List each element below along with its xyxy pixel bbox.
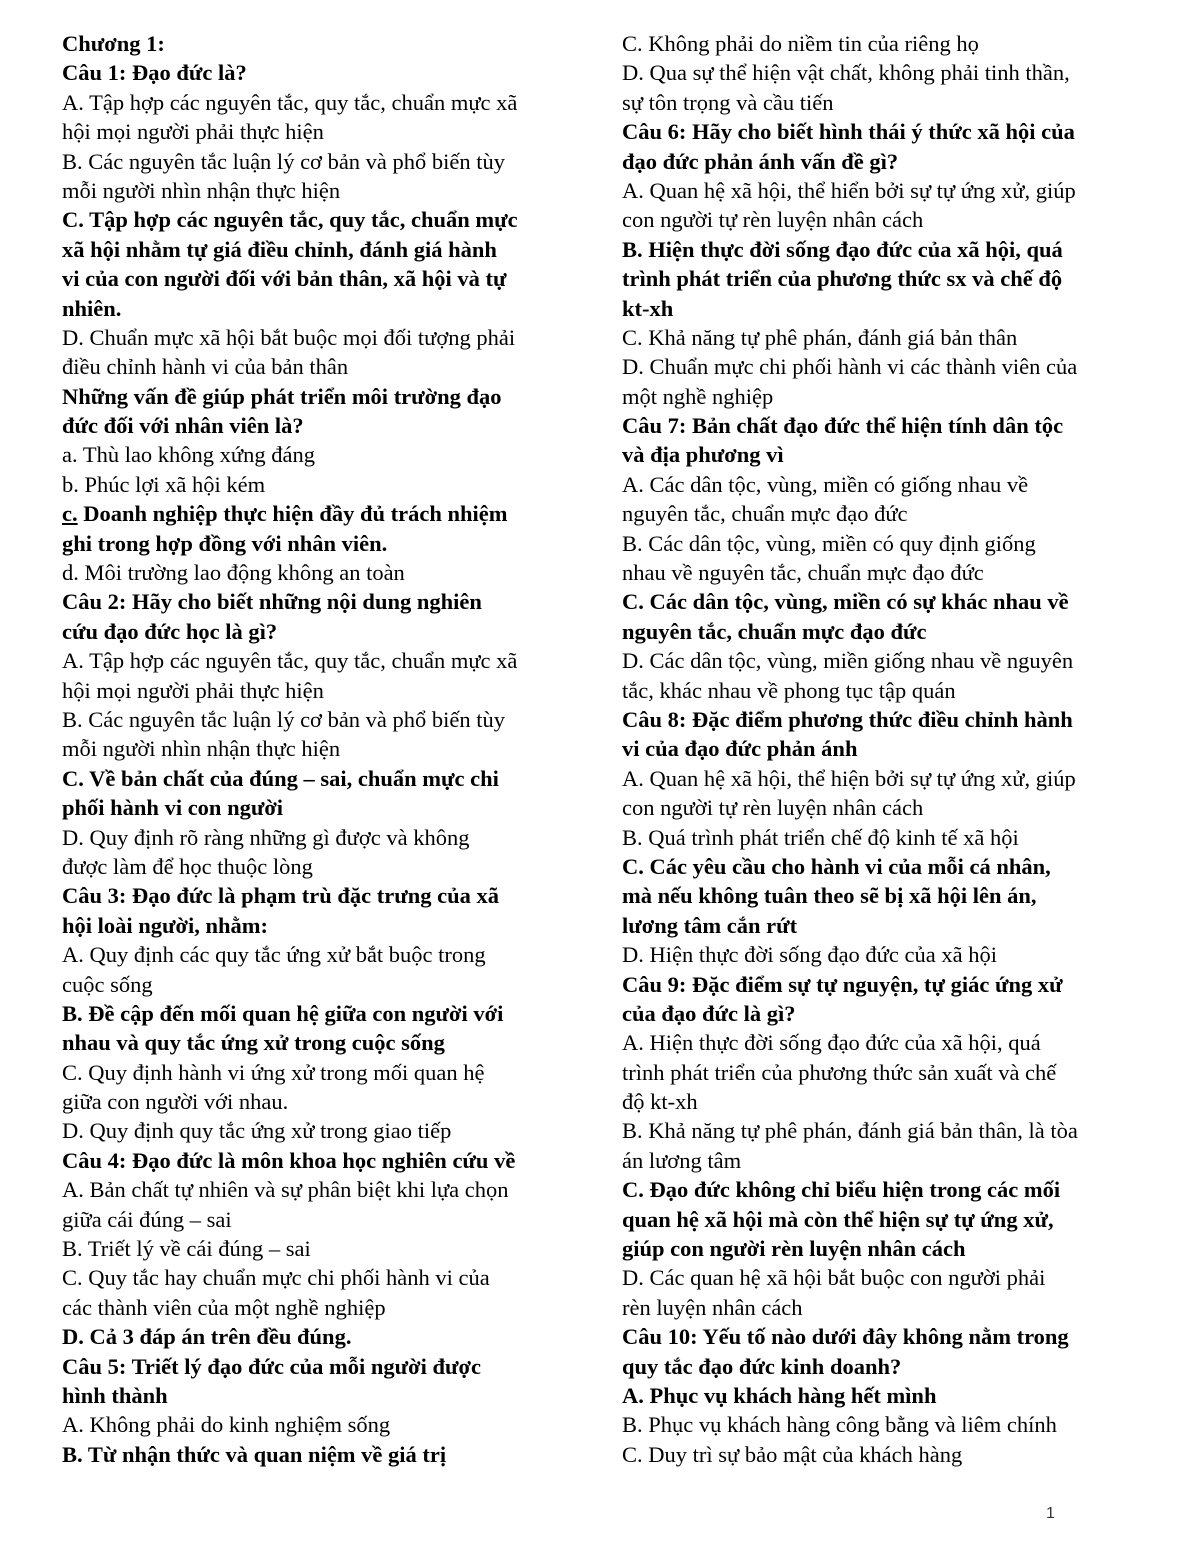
page-number: 1 (1046, 1505, 1055, 1522)
text-line: trình phát triển của phương thức sản xuất và chế (622, 1059, 1057, 1085)
text-line: B. Các nguyên tắc luận lý cơ bản và phổ biến tùy (62, 148, 506, 174)
text-line: Câu 2: Hãy cho biết những nội dung nghiên (62, 589, 482, 615)
text-line: Câu 5: Triết lý đạo đức của mỗi người được (62, 1353, 481, 1379)
text-line: C. Các dân tộc, vùng, miền có sự khác nhau về (622, 589, 1069, 615)
text-line: D. Qua sự thể hiện vật chất, không phải tinh thần, (622, 60, 1070, 86)
text-line: của đạo đức là gì? (622, 1000, 796, 1026)
text-line: C. Duy trì sự bảo mật của khách hàng (622, 1441, 963, 1467)
text-line: d. Môi trường lao động không an toàn (62, 560, 405, 586)
text-line: B. Hiện thực đời sống đạo đức của xã hội, quá (622, 236, 1063, 262)
text-line: độ kt-xh (622, 1089, 698, 1115)
text-line: D. Các quan hệ xã hội bắt buộc con người phải (622, 1265, 1046, 1291)
text-line: Câu 10: Yếu tố nào dưới đây không nằm trong (622, 1324, 1069, 1350)
text-line: trình phát triển của phương thức sx và chế độ (622, 266, 1063, 292)
text-line: C. Không phải do niềm tin của riêng họ (622, 31, 979, 56)
text-line: B. Từ nhận thức và quan niệm về giá trị (62, 1441, 447, 1467)
text-line: quy tắc đạo đức kinh doanh? (622, 1353, 902, 1379)
text-line: một nghề nghiệp (622, 383, 774, 409)
text-line: mà nếu không tuân theo sẽ bị xã hội lên án, (622, 883, 1037, 909)
text-line: Câu 4: Đạo đức là môn khoa học nghiên cứu về (62, 1147, 516, 1173)
text-line: tắc, khác nhau về phong tục tập quán (622, 677, 956, 703)
text-line: b. Phúc lợi xã hội kém (62, 471, 266, 497)
text-line: mỗi người nhìn nhận thực hiện (62, 177, 341, 203)
text-line: Câu 7: Bản chất đạo đức thể hiện tính dân tộc (622, 413, 1064, 439)
text-line: C. Đạo đức không chỉ biểu hiện trong các mối (622, 1177, 1061, 1203)
text-line: A. Quy định các quy tắc ứng xử bắt buộc trong (62, 942, 486, 968)
text-line: Câu 6: Hãy cho biết hình thái ý thức xã hội của (622, 119, 1075, 145)
text-line: A. Bản chất tự nhiên và sự phân biệt khi lựa chọn (62, 1177, 509, 1203)
text-line: B. Phục vụ khách hàng công bằng và liêm chính (622, 1412, 1057, 1438)
text-line: con người tự rèn luyện nhân cách (622, 207, 924, 233)
text-line: cuộc sống (62, 971, 153, 997)
text-line: sự tôn trọng và cầu tiến (622, 89, 834, 115)
text-line: kt-xh (622, 295, 674, 321)
text-line: giữa cái đúng – sai (62, 1206, 232, 1232)
text-line: A. Tập hợp các nguyên tắc, quy tắc, chuẩn mực xã (62, 89, 518, 115)
text-line: hình thành (62, 1382, 168, 1408)
text-line: A. Quan hệ xã hội, thể hiện bởi sự tự ứng xử, giúp (622, 765, 1076, 791)
text-line: C. Tập hợp các nguyên tắc, quy tắc, chuẩn mực (62, 207, 518, 233)
text-line: B. Quá trình phát triển chế độ kinh tế xã hội (622, 824, 1019, 850)
text-line: quan hệ xã hội mà còn thể hiện sự tự ứng xử, (622, 1206, 1054, 1232)
text-line: đức đối với nhân viên là? (62, 413, 304, 439)
text-line: Câu 1: Đạo đức là? (62, 60, 247, 86)
text-line: vi của đạo đức phản ánh (622, 736, 858, 762)
text-line: rèn luyện nhân cách (622, 1294, 803, 1320)
text-line: D. Cả 3 đáp án trên đều đúng. (62, 1324, 352, 1350)
text-line: án lương tâm (622, 1147, 742, 1173)
text-line: nhau và quy tắc ứng xử trong cuộc sống (62, 1030, 445, 1056)
text-line: hội mọi người phải thực hiện (62, 119, 324, 145)
text-line: Những vấn đề giúp phát triển môi trường đạo (62, 383, 502, 409)
text-line: C. Quy định hành vi ứng xử trong mối quan hệ (62, 1059, 485, 1085)
text-line: C. Về bản chất của đúng – sai, chuẩn mực chi (62, 765, 499, 791)
text-line: B. Triết lý về cái đúng – sai (62, 1236, 311, 1262)
text-line: Câu 3: Đạo đức là phạm trù đặc trưng của xã (62, 883, 500, 909)
text-line: B. Các dân tộc, vùng, miền có quy định giống (622, 530, 1036, 556)
text-line: các thành viên của một nghề nghiệp (62, 1294, 386, 1320)
answer-marker: c. (62, 501, 78, 527)
text-line: giúp con người rèn luyện nhân cách (622, 1236, 966, 1262)
text-line: điều chỉnh hành vi của bản thân (62, 354, 349, 380)
text-line: được làm để học thuộc lòng (62, 853, 313, 879)
text-line: hội mọi người phải thực hiện (62, 677, 324, 703)
text-line: con người tự rèn luyện nhân cách (622, 795, 924, 821)
text-line: D. Chuẩn mực xã hội bắt buộc mọi đối tượng phải (62, 324, 516, 350)
text-line: Câu 9: Đặc điểm sự tự nguyện, tự giác ứng xử (622, 971, 1063, 997)
text-line: a. Thù lao không xứng đáng (62, 442, 315, 468)
text-line: Chương 1: (62, 31, 165, 56)
text-line: nguyên tắc, chuẩn mực đạo đức (622, 618, 927, 644)
text-line: B. Các nguyên tắc luận lý cơ bản và phổ biến tùy (62, 706, 506, 732)
text-line: hội loài người, nhằm: (62, 912, 269, 938)
text-line: A. Phục vụ khách hàng hết mình (622, 1382, 937, 1408)
text-line: A. Không phải do kinh nghiệm sống (62, 1412, 391, 1438)
text-line: C. Khả năng tự phê phán, đánh giá bản thân (622, 324, 1018, 350)
text-line: nhiên. (62, 295, 122, 321)
text-line: B. Đề cập đến mối quan hệ giữa con người với (62, 1000, 504, 1026)
text-line: D. Quy định quy tắc ứng xử trong giao tiếp (62, 1118, 452, 1144)
text-line: giữa con người với nhau. (62, 1089, 289, 1115)
left-column (62, 29, 586, 1469)
text-line: D. Quy định rõ ràng những gì được và không (62, 824, 470, 850)
text-line: A. Quan hệ xã hội, thể hiển bởi sự tự ứng xử, giúp (622, 177, 1076, 203)
text-line: A. Tập hợp các nguyên tắc, quy tắc, chuẩn mực xã (62, 648, 518, 674)
text-line: B. Khả năng tự phê phán, đánh giá bản thân, là tòa (622, 1118, 1078, 1144)
text-line: A. Hiện thực đời sống đạo đức của xã hội, quá (622, 1030, 1041, 1056)
line-text: Doanh nghiệp thực hiện đầy đủ trách nhiệm (77, 501, 508, 527)
text-line: C. Quy tắc hay chuẩn mực chi phối hành vi của (62, 1265, 490, 1291)
text-line: D. Hiện thực đời sống đạo đức của xã hội (622, 942, 997, 968)
text-line: cứu đạo đức học là gì? (62, 618, 278, 644)
text-line: lương tâm cắn rứt (622, 912, 798, 938)
text-line: mỗi người nhìn nhận thực hiện (62, 736, 341, 762)
text-line: D. Các dân tộc, vùng, miền giống nhau về nguyên (622, 648, 1074, 674)
text-line: xã hội nhằm tự giá điều chỉnh, đánh giá hành (62, 236, 497, 262)
text-line (62, 499, 586, 528)
text-line: ghi trong hợp đồng với nhân viên. (62, 530, 388, 556)
text-line: và địa phương vì (622, 442, 784, 468)
text-line: phối hành vi con người (62, 795, 284, 821)
text-line: nhau về nguyên tắc, chuẩn mực đạo đức (622, 560, 984, 586)
right-column (622, 29, 1142, 1469)
text-line: nguyên tắc, chuẩn mực đạo đức (622, 501, 908, 527)
text-line: A. Các dân tộc, vùng, miền có giống nhau về (622, 471, 1029, 497)
text-line: đạo đức phản ánh vấn đề gì? (622, 148, 899, 174)
text-line: vi của con người đối với bản thân, xã hội và tự (62, 266, 507, 292)
text-line: C. Các yêu cầu cho hành vi của mỗi cá nhân, (622, 853, 1051, 879)
text-line: D. Chuẩn mực chi phối hành vi các thành viên của (622, 354, 1078, 380)
text-line: Câu 8: Đặc điểm phương thức điều chỉnh hành (622, 706, 1073, 732)
